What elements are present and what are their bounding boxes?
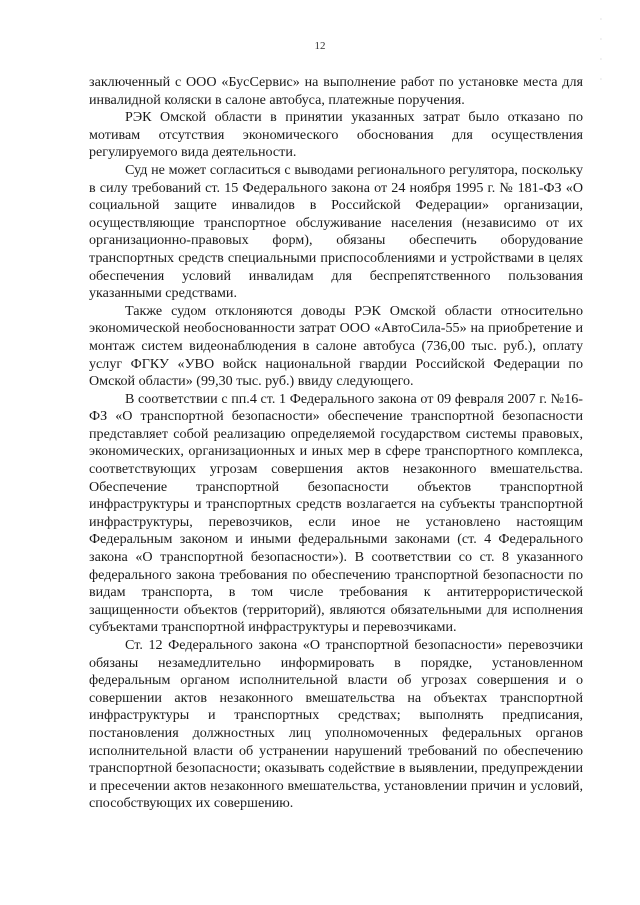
paragraph-court-disagrees: Суд не может согласиться с выводами регионального регулятора, поскольку в силу требований ст. 15 Федерального закона от 24 ноября 1995 г. № 181-ФЗ «О социальной защите инвалидов в Российской Федерации» организации, осуществляющие транспортное обслуживание населения (независимо от их организационно-правовых форм), обязаны обеспечить оборудование транспортных средств специальными приспособлениями и устройствами в целях обеспечения условий инвалидам для беспрепятственного пользования указанными средствами. [89, 161, 583, 302]
paragraph-rejected-arguments: Также судом отклоняются доводы РЭК Омской области относительно экономической необоснованности затрат ООО «АвтоСила-55» на приобретение и монтаж систем видеонаблюдения в салоне автобуса (736,00 тыс. руб.), оплату услуг ФГКУ «УВО войск национальной гвардии Российской Федерации по Омской области» (99,30 тыс. руб.) ввиду следующего. [89, 302, 583, 390]
document-body [89, 74, 583, 813]
scan-mark: · [599, 35, 603, 44]
paragraph-continuation: заключенный с ООО «БусСервис» на выполнение работ по установке места для инвалидной коляски в салоне автобуса, платежные поручения. [89, 74, 583, 108]
paragraph-transport-security-law: В соответствии с пп.4 ст. 1 Федерального закона от 09 февраля 2007 г. №16-ФЗ «О транспортной безопасности» обеспечение транспортной безопасности представляет собой реализацию определяемой государством системы правовых, экономических, организационных и иных мер в сфере транспортного комплекса, соответствующих угрозам совершения актов незаконного вмешательства. Обеспечение транспортной безопасности объектов транспортной инфраструктуры и транспортных средств возлагается на субъекты транспортной инфраструктуры, перевозчиков, если иное не установлено настоящим Федеральным законом и иными федеральными законами (ст. 4 Федерального закона «О транспортной безопасности»). В соответствии со ст. 8 указанного федерального закона требования по обеспечению транспортной безопасности по видам транспорта, в том числе требования к антитеррористической защищенности объектов (территорий), являются обязательными для исполнения субъектами транспортной инфраструктуры и перевозчиками. [89, 390, 583, 636]
paragraph-article-12: Ст. 12 Федерального закона «О транспортной безопасности» перевозчики обязаны незамедлительно информировать в порядке, установленном федеральным органом исполнительной власти об угрозах совершения и о совершении актов незаконного вмешательства на объектах транспортной инфраструктуры и транспортных средствах; выполнять предписания, постановления должностных лиц уполномоченных федеральных органов исполнительной власти об устранении нарушений требований по обеспечению транспортной безопасности; оказывать содействие в выявлении, предупреждении и пресечении актов незаконного вмешательства, установлении причин и условий, способствующих их совершению. [89, 637, 583, 812]
paragraph-rek-refusal: РЭК Омской области в принятии указанных затрат было отказано по мотивам отсутствия экономического обоснования для осуществления регулируемого вида деятельности. [89, 109, 583, 161]
scan-mark: · [599, 15, 603, 24]
scan-mark: · [599, 55, 603, 64]
page-number: 12 [314, 40, 326, 52]
scan-mark: · [599, 75, 603, 84]
